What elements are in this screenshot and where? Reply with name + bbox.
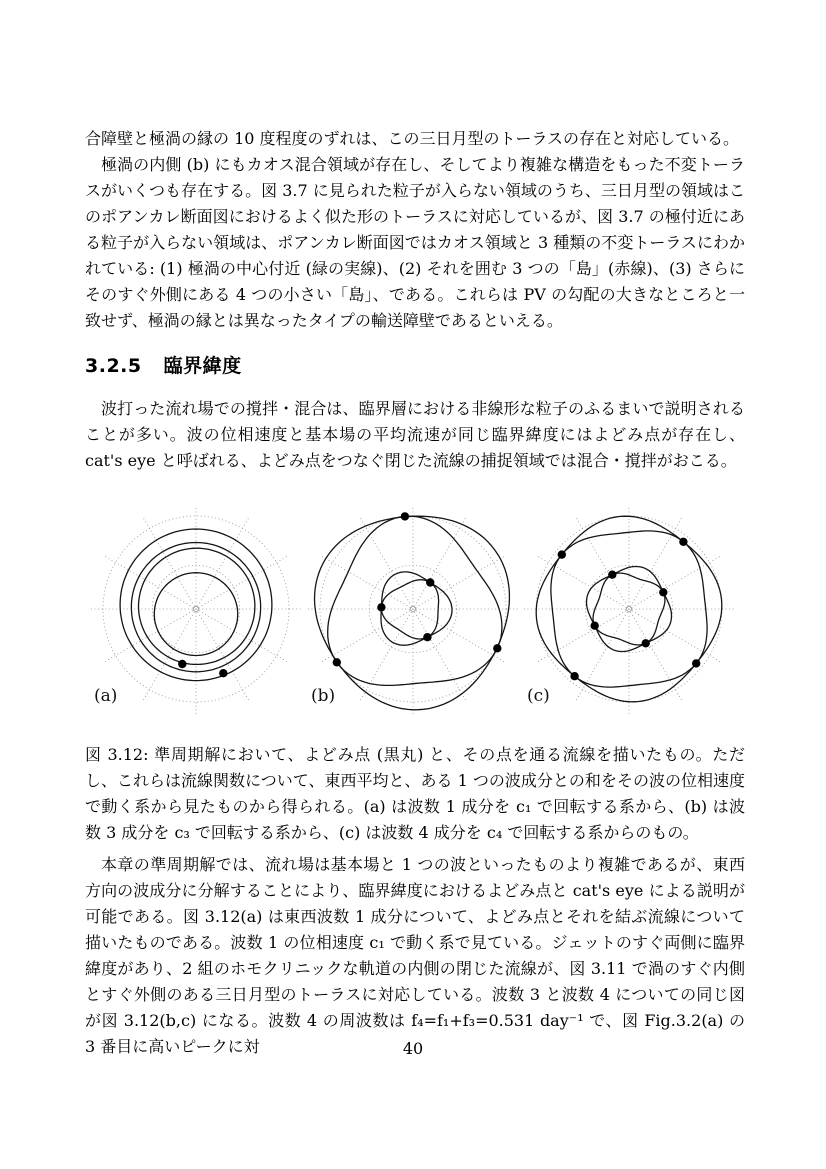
section-heading	[85, 351, 242, 378]
panel-label-a: (a)	[94, 686, 118, 706]
body-text-block-2	[85, 396, 745, 474]
figure-panels	[90, 505, 735, 715]
stagnation-point	[178, 660, 186, 668]
stagnation-point	[692, 659, 700, 667]
polar-grid-spoke	[321, 556, 503, 661]
figure-panel-a	[90, 505, 302, 715]
section-number: 3.2.5	[85, 355, 142, 377]
figure-caption-block	[85, 742, 745, 846]
figure-panel-c	[523, 505, 735, 715]
paragraph-quasiperiodic: 本章の準周期解では、流れ場は基本場と 1 つの波といったものより複雑であるが、東西方向の波成分に分解することにより、臨界緯度におけるよどみ点と cat's eye による説明が可能である。図 3.12(a) は東西波数 1 成分について、よどみ点とそれを結ぶ流線について描いたものである。波数 1 の位相速度 c₁ で動く系で見ている。ジェットのすぐ両側に臨界緯度があり、2 組のホモクリニックな軌道の内側の閉じた流線が、図 3.11 で渦のすぐ内側とすぐ外側のある三日月型のトーラスに対応している。波数 3 と波数 4 についての同じ図が図 3.12(b,c) になる。波数 4 の周波数は f₄=f₁+f₃=0.531 day⁻¹ で、図 Fig.3.2(a) の 3 番目に高いピークに対	[85, 855, 745, 1056]
stagnation-point	[332, 658, 340, 666]
body-text-block-3	[85, 852, 745, 1060]
panel-label-b: (b)	[310, 686, 335, 706]
stagnation-point	[659, 588, 667, 596]
polar-grid-spoke	[538, 556, 720, 661]
figure-caption: 図 3.12: 準周期解において、よどみ点 (黒丸) と、その点を通る流線を描いたもの。ただし、これらは流線関数について、東西平均と、ある 1 つの波成分との和をその波の位相速度で動く系から見たものから得られる。(a) は波数 1 成分を c₁ で回転する系から、(b) は波数 3 成分を c₃ で回転する系から、(c) は波数 4 成分を c₄ で回転する系からのもの。	[85, 745, 745, 842]
stagnation-point	[591, 622, 599, 630]
body-text-block	[85, 126, 745, 334]
paragraph-continuation: 合障壁と極渦の縁の 10 度程度のずれは、この三日月型のトーラスの存在と対応している。	[85, 129, 740, 148]
panel-label-c: (c)	[527, 686, 550, 706]
stagnation-point	[642, 639, 650, 647]
stagnation-point	[219, 669, 227, 677]
streamline	[381, 572, 452, 645]
paragraph-polar-vortex: 極渦の内側 (b) にもカオス混合領域が存在し、そしてより複雑な構造をもった不変トーラスがいくつも存在する。図 3.7 に見られた粒子が入らない領域のうち、三日月型の領域はこのポアンカレ断面図におけるよく似た形のトーラスに対応しているが、図 3.7 の極付近にある粒子が入らない領域は、ポアンカレ断面図ではカオス領域と 3 種類の不変トーラスにわかれている: (1) 極渦の中心付近 (緑の実線)、(2) それを囲む 3 つの「島」(赤線)、(3) さらにそのすぐ外側にある 4 つの小さい「島」、である。これらは PV の勾配の大きなところと一致せず、極渦の縁とは異なったタイプの輸送障壁であるといえる。	[85, 155, 745, 330]
stagnation-point	[493, 644, 501, 652]
stagnation-point	[423, 633, 431, 641]
stagnation-point	[377, 603, 385, 611]
figure-panel-b	[307, 505, 519, 715]
stagnation-point	[426, 578, 434, 586]
section-title: 臨界緯度	[163, 355, 242, 377]
page-number: 40	[402, 1039, 424, 1058]
stagnation-point	[679, 538, 687, 546]
streamline	[154, 573, 237, 656]
stagnation-point	[558, 550, 566, 558]
paragraph-critical-latitude: 波打った流れ場での撹拌・混合は、臨界層における非線形な粒子のふるまいで説明されることが多い。波の位相速度と基本場の平均流速が同じ臨界緯度にはよどみ点が存在し、cat's eye と呼ばれる、よどみ点をつなぐ閉じた流線の捕捉領域では混合・撹拌がおこる。	[85, 399, 745, 470]
streamline	[327, 516, 501, 685]
stagnation-point	[608, 571, 616, 579]
streamline	[381, 580, 438, 639]
stagnation-point	[400, 512, 408, 520]
streamline	[314, 516, 509, 710]
stagnation-point	[570, 672, 578, 680]
